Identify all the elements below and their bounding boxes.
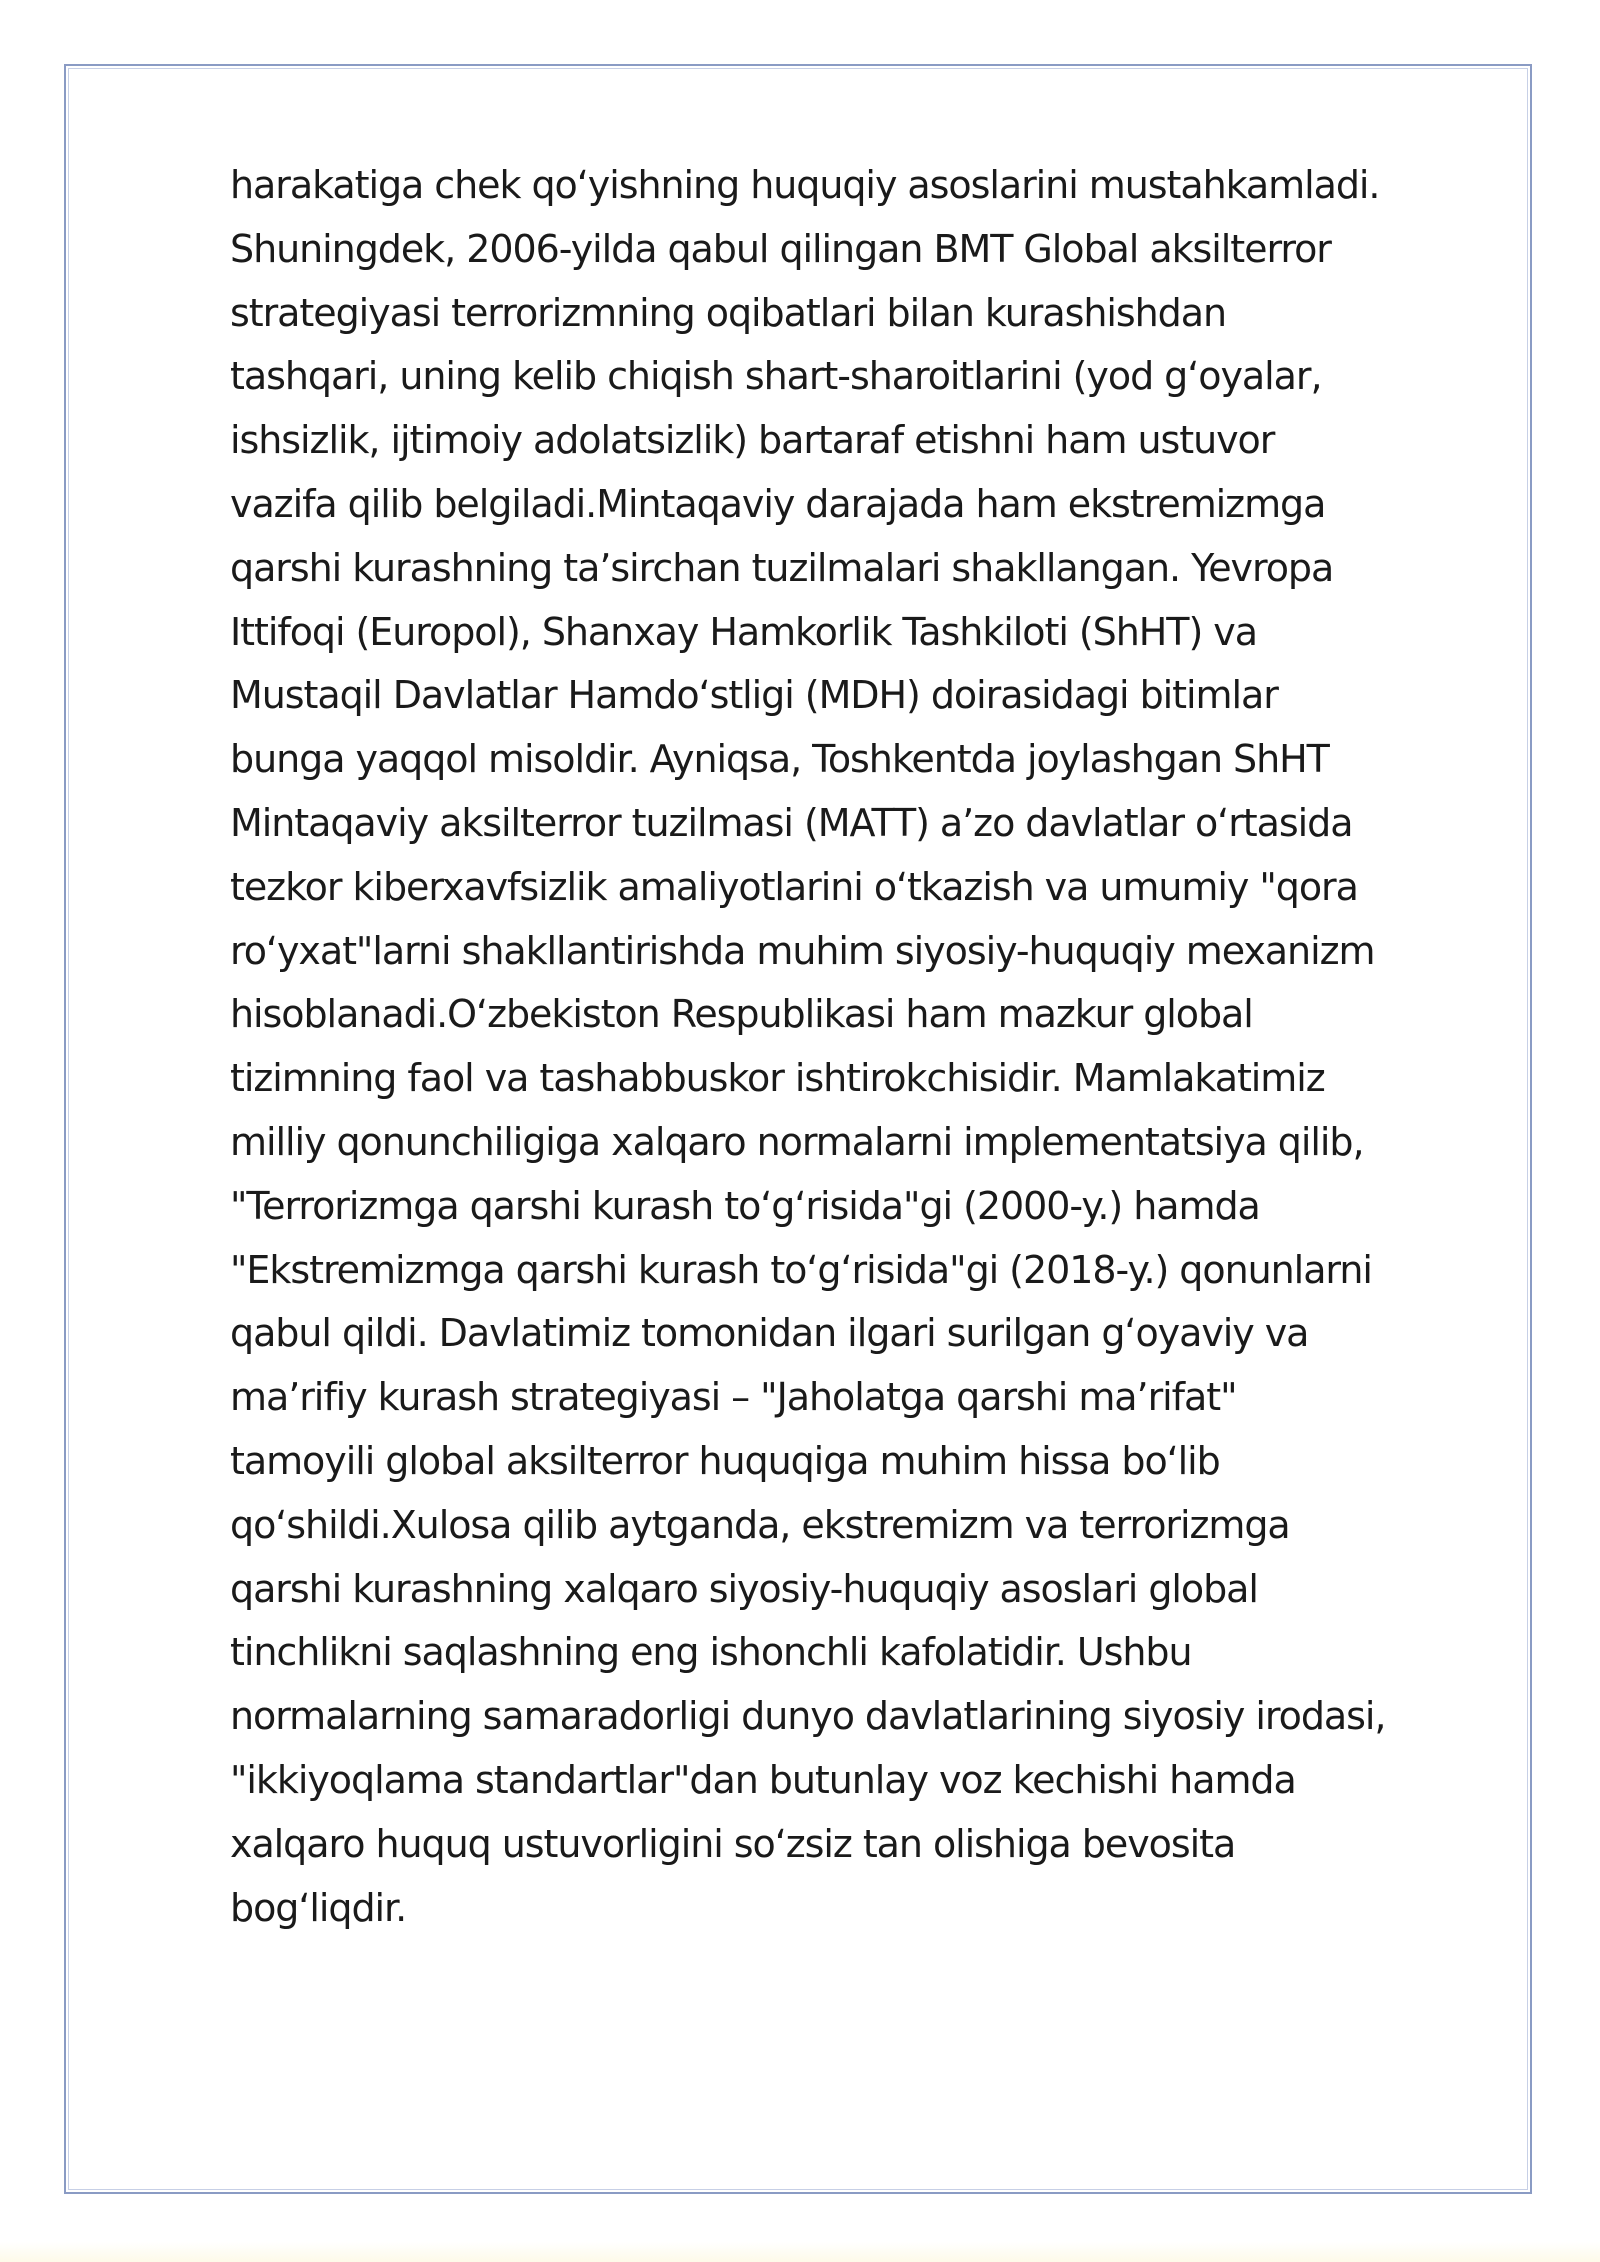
text-line: Mintaqaviy aksilterror tuzilmasi (MATT) a’zo davlatlar o‘rtasida [230, 800, 1353, 845]
text-line: ishsizlik, ijtimoiy adolatsizlik) bartaraf etishni ham ustuvor [230, 418, 1275, 463]
text-line: milliy qonunchiligiga xalqaro normalarni implementatsiya qilib, [230, 1119, 1364, 1164]
text-line: "Ekstremizmga qarshi kurash to‘g‘risida"gi (2018-y.) qonunlarni [230, 1247, 1372, 1292]
text-line: qabul qildi. Davlatimiz tomonidan ilgari surilgan g‘oyaviy va [230, 1311, 1309, 1356]
text-line: Ittifoqi (Europol), Shanxay Hamkorlik Tashkiloti (ShHT) va [230, 609, 1257, 654]
text-line: ma’rifiy kurash strategiyasi – "Jaholatga qarshi ma’rifat" [230, 1375, 1237, 1420]
page-bottom-edge [0, 2242, 1600, 2262]
text-line: qarshi kurashning ta’sirchan tuzilmalari shakllangan. Yevropa [230, 545, 1334, 590]
text-line: harakatiga chek qo‘yishning huquqiy asoslarini mustahkamladi. [230, 163, 1380, 207]
text-line: bog‘liqdir. [230, 1885, 407, 1930]
text-line: tamoyili global aksilterror huquqiga muhim hissa bo‘lib [230, 1438, 1220, 1483]
text-line: tizimning faol va tashabbuskor ishtirokchisidir. Mamlakatimiz [230, 1056, 1325, 1101]
text-line: Mustaqil Davlatlar Hamdo‘stligi (MDH) doirasidagi bitimlar [230, 673, 1278, 718]
text-line: Shuningdek, 2006-yilda qabul qilingan BMT Global aksilterror [230, 226, 1331, 271]
text-line: xalqaro huquq ustuvorligini so‘zsiz tan olishiga bevosita [230, 1821, 1236, 1866]
text-line: normalarning samaradorligi dunyo davlatlarining siyosiy irodasi, [230, 1694, 1386, 1739]
text-line: vazifa qilib belgiladi.Mintaqaviy darajada ham ekstremizmga [230, 481, 1326, 526]
text-line: tinchlikni saqlashning eng ishonchli kafolatidir. Ushbu [230, 1630, 1192, 1675]
text-line: qo‘shildi.Xulosa qilib aytganda, ekstremizm va terrorizmga [230, 1502, 1290, 1547]
text-line: ro‘yxat"larni shakllantirishda muhim siyosiy-huquqiy mexanizm [230, 928, 1375, 973]
text-line: tashqari, uning kelib chiqish shart-sharoitlarini (yod g‘oyalar, [230, 354, 1322, 399]
text-line: tezkor kiberxavfsizlik amaliyotlarini o‘tkazish va umumiy "qora [230, 864, 1358, 909]
text-line: strategiyasi terrorizmning oqibatlari bilan kurashishdan [230, 290, 1226, 335]
body-paragraph [230, 154, 1530, 1940]
text-line: hisoblanadi.O‘zbekiston Respublikasi ham mazkur global [230, 992, 1253, 1037]
text-line: "ikkiyoqlama standartlar"dan butunlay voz kechishi hamda [230, 1757, 1296, 1802]
text-line: bunga yaqqol misoldir. Ayniqsa, Toshkentda joylashgan ShHT [230, 737, 1329, 782]
text-line: qarshi kurashning xalqaro siyosiy-huquqiy asoslari global [230, 1566, 1258, 1611]
text-line: "Terrorizmga qarshi kurash to‘g‘risida"gi (2000-y.) hamda [230, 1183, 1260, 1228]
